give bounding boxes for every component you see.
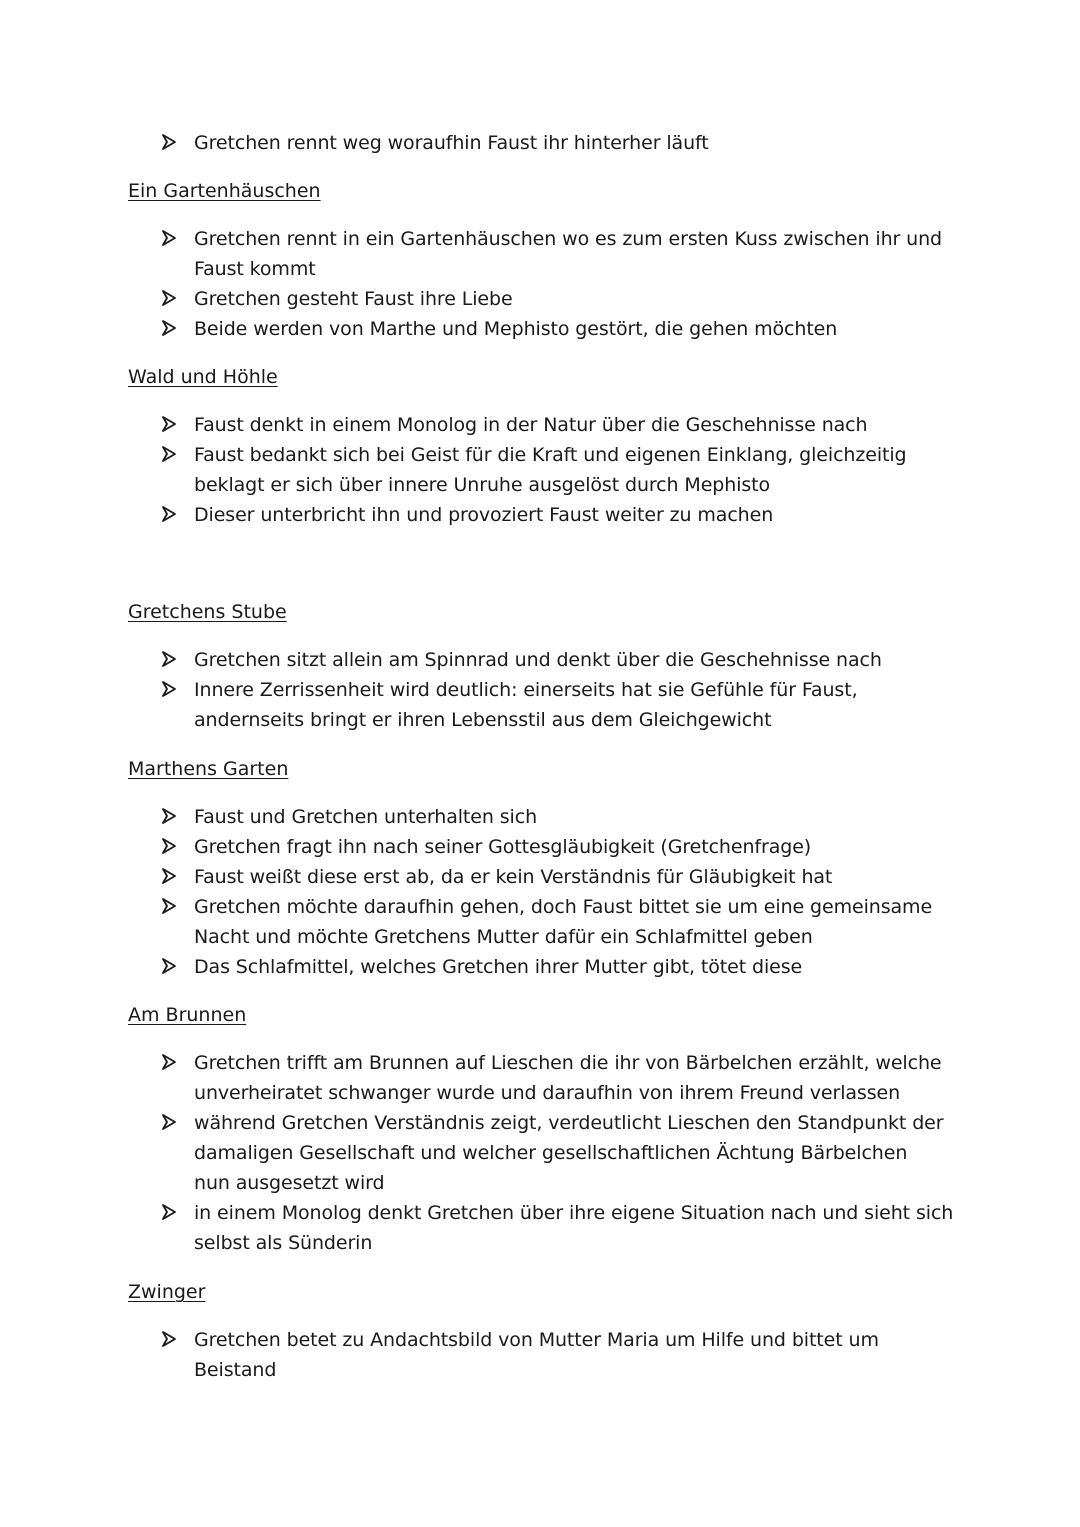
section-heading: Am Brunnen — [128, 1004, 247, 1026]
arrow-bullet-icon — [162, 1108, 194, 1130]
arrow-bullet-icon — [162, 500, 194, 522]
list-item-text: Gretchen fragt ihn nach seiner Gottesgläubigkeit (Gretchenfrage) — [194, 836, 812, 858]
list-item — [162, 314, 962, 344]
list-item — [162, 1325, 962, 1385]
list-item-text: Faust denkt in einem Monolog in der Natur über die Geschehnisse nach — [194, 414, 868, 436]
list-item-text: Gretchen rennt weg woraufhin Faust ihr hinterher läuft — [194, 132, 709, 154]
arrow-bullet-icon — [162, 128, 194, 150]
list-item-text: Faust bedankt sich bei Geist für die Kraft und eigenen Einklang, gleichzeitig beklagt er sich über innere Unruhe ausgelöst durch Mephisto — [194, 444, 907, 496]
arrow-bullet-icon — [162, 892, 194, 914]
list-item — [162, 645, 962, 675]
list-item — [162, 410, 962, 440]
section-heading: Gretchens Stube — [128, 601, 287, 623]
arrow-bullet-icon — [162, 802, 194, 824]
arrow-bullet-icon — [162, 675, 194, 697]
list-item — [162, 892, 962, 952]
list-item-text: Faust weißt diese erst ab, da er kein Verständnis für Gläubigkeit hat — [194, 866, 833, 888]
arrow-bullet-icon — [162, 1198, 194, 1220]
arrow-bullet-icon — [162, 440, 194, 462]
list-item — [162, 675, 962, 735]
list-item — [162, 802, 962, 832]
arrow-bullet-icon — [162, 284, 194, 306]
list-item-text: Gretchen sitzt allein am Spinnrad und denkt über die Geschehnisse nach — [194, 649, 882, 671]
list-item-text: Gretchen gesteht Faust ihre Liebe — [194, 288, 513, 310]
list-item — [162, 224, 962, 284]
arrow-bullet-icon — [162, 952, 194, 974]
section-heading: Marthens Garten — [128, 758, 289, 780]
arrow-bullet-icon — [162, 645, 194, 667]
list-item-text: Gretchen trifft am Brunnen auf Lieschen die ihr von Bärbelchen erzählt, welche unverheiratet schwanger wurde und daraufhin von ihrem Freund verlassen — [194, 1052, 942, 1104]
list-item-text: Innere Zerrissenheit wird deutlich: einerseits hat sie Gefühle für Faust, andernseits bringt er ihren Lebensstil aus dem Gleichgewicht — [194, 679, 858, 731]
list-item — [162, 832, 962, 862]
section-heading: Ein Gartenhäuschen — [128, 180, 321, 202]
list-item-text: Gretchen rennt in ein Gartenhäuschen wo es zum ersten Kuss zwischen ihr und Faust kommt — [194, 228, 943, 280]
arrow-bullet-icon — [162, 314, 194, 336]
list-item — [162, 1048, 962, 1108]
list-item-text: Das Schlafmittel, welches Gretchen ihrer Mutter gibt, tötet diese — [194, 956, 803, 978]
arrow-bullet-icon — [162, 862, 194, 884]
list-item-text: Beide werden von Marthe und Mephisto gestört, die gehen möchten — [194, 318, 838, 340]
list-item-text: während Gretchen Verständnis zeigt, verdeutlicht Lieschen den Standpunkt der damaligen Gesellschaft und welcher gesellschaftlichen Ächtung Bärbelchen nun ausgesetzt wird — [194, 1112, 944, 1194]
list-item — [162, 952, 962, 982]
list-item — [162, 1198, 962, 1258]
section-heading: Wald und Höhle — [128, 366, 278, 388]
list-item-text: Gretchen betet zu Andachtsbild von Mutter Maria um Hilfe und bittet um Beistand — [194, 1329, 879, 1381]
arrow-bullet-icon — [162, 832, 194, 854]
list-item-text: Faust und Gretchen unterhalten sich — [194, 806, 538, 828]
list-item — [162, 284, 962, 314]
arrow-bullet-icon — [162, 224, 194, 246]
list-item-text: Dieser unterbricht ihn und provoziert Faust weiter zu machen — [194, 504, 774, 526]
list-item — [162, 440, 962, 500]
section-heading: Zwinger — [128, 1281, 206, 1303]
list-item-text: Gretchen möchte daraufhin gehen, doch Faust bittet sie um eine gemeinsame Nacht und möchte Gretchens Mutter dafür ein Schlafmittel geben — [194, 896, 933, 948]
list-item — [162, 862, 962, 892]
list-item — [162, 128, 962, 158]
arrow-bullet-icon — [162, 410, 194, 432]
arrow-bullet-icon — [162, 1048, 194, 1070]
list-item-text: in einem Monolog denkt Gretchen über ihre eigene Situation nach und sieht sich selbst als Sünderin — [194, 1202, 954, 1254]
list-item — [162, 500, 962, 530]
list-item — [162, 1108, 962, 1198]
arrow-bullet-icon — [162, 1325, 194, 1347]
